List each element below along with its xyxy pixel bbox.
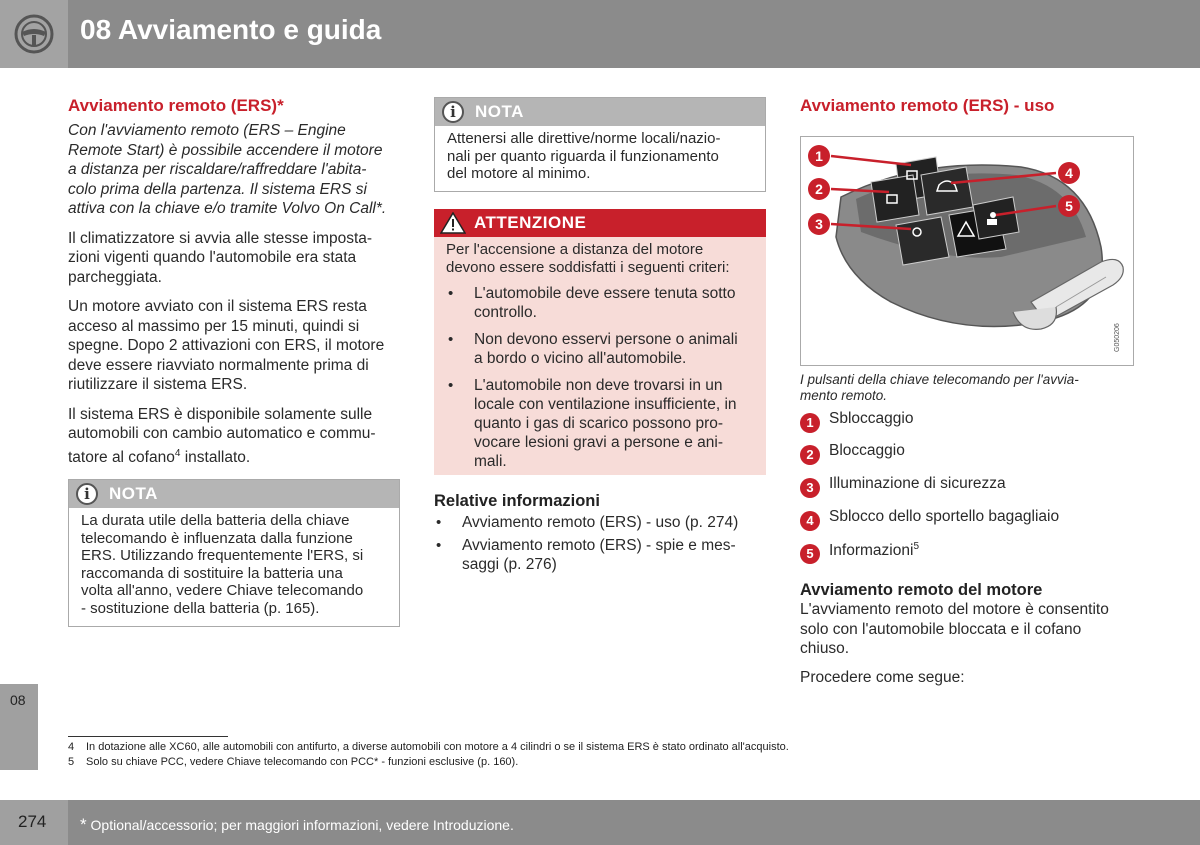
note-label: NOTA: [475, 102, 524, 121]
note-text: Attenersi alle direttive/norme locali/nazio- nali per quanto riguarda il funzionamento del motore al minimo.: [447, 130, 721, 182]
related-heading: Relative informazioni: [434, 492, 600, 510]
callout-1: [808, 145, 830, 167]
list-item: • Non devono esservi persone o animali a bordo o vicino all'automobile.: [446, 330, 754, 368]
info-icon: [442, 101, 464, 123]
warning-intro: Per l'accensione a distanza del motore devono essere soddisfatti i seguenti criteri:: [446, 241, 730, 276]
intro-paragraph: Con l'avviamento remoto (ERS – Engine Remote Start) è possibile accendere il motore a distanza per riscaldare/raffreddare l'abita- colo prima della partenza. Il sistema ERS si attiva con la chiave e/o tramite Volvo On Call*.: [68, 122, 387, 217]
column-right: [800, 96, 1140, 116]
footnote: 4 In dotazione alle XC60, alle automobili con antifurto, a diverse automobili con motore a 4 cilindri o se il sistema ERS è stato ordinato all'acquisto.: [68, 741, 789, 753]
svg-text:5: 5: [1065, 198, 1073, 214]
number-badge: 5: [800, 544, 820, 564]
svg-text:2: 2: [815, 181, 823, 197]
body-paragraph-2: Un motore avviato con il sistema ERS resta acceso al massimo per 15 minuti, quindi si spegne. Dopo 2 attivazioni con ERS, il motore deve essere riavviato normalmente prima di riutilizzare il sistema ERS.: [68, 298, 385, 393]
warning-list: [446, 284, 754, 471]
image-caption: I pulsanti della chiave telecomando per l'avvia- mento remoto.: [800, 372, 1079, 403]
warning-header: [434, 209, 766, 237]
body-paragraph: L'avviamento remoto del motore è consentito solo con l'automobile bloccata e il cofano chiuso.: [800, 601, 1109, 657]
note-header: [69, 480, 399, 508]
image-code: G050206: [1114, 323, 1121, 352]
warning-triangle-icon: [440, 212, 466, 234]
svg-text:1: 1: [815, 148, 823, 164]
chapter-title: 08 Avviamento e guida: [80, 14, 382, 45]
related-list: [434, 513, 774, 574]
footnote: 5 Solo su chiave PCC, vedere Chiave telecomando con PCC* - funzioni esclusive (p. 160).: [68, 756, 519, 768]
footnote-ref-5: 5: [913, 541, 919, 552]
callout-5: [1058, 195, 1080, 217]
callout-3: [808, 213, 830, 235]
body-paragraph: Procedere come segue:: [800, 668, 965, 686]
page-header: [0, 0, 1200, 68]
page-number: 274: [18, 812, 47, 831]
list-item: • L'automobile non deve trovarsi in un locale con ventilazione insufficiente, in quanto i gas di scarico possono pro- vocare lesioni gravi a persone e ani- mali.: [446, 376, 754, 471]
callout-4: [1058, 162, 1080, 184]
list-item: • L'automobile deve essere tenuta sotto controllo.: [446, 284, 754, 322]
section-heading: Avviamento remoto (ERS)*: [68, 96, 284, 115]
note-label: NOTA: [109, 484, 158, 503]
remote-key-illustration: [800, 136, 1134, 366]
warning-label: ATTENZIONE: [474, 213, 587, 232]
footnote-divider: [68, 736, 228, 737]
column-left: [68, 96, 408, 467]
related-link[interactable]: • Avviamento remoto (ERS) - spie e mes- saggi (p. 276): [434, 536, 774, 574]
note-box-battery: [68, 479, 400, 627]
chapter-side-tab: 08: [0, 684, 38, 770]
footnote-ref-4: 4: [174, 447, 181, 459]
note-box-idle: [434, 97, 766, 192]
body-paragraph-3: Il sistema ERS è disponibile solamente sulle automobili con cambio automatico e commu- tatore al cofano$^4$ installato.: [68, 405, 376, 466]
header-icon-block: [0, 0, 68, 68]
warning-body: [434, 237, 766, 475]
steering-wheel-icon: [14, 14, 54, 54]
section-heading: Avviamento remoto (ERS) - uso: [800, 96, 1055, 115]
note-header: [435, 98, 765, 126]
number-badge: 4: [800, 511, 820, 531]
related-link[interactable]: • Avviamento remoto (ERS) - uso (p. 274): [434, 513, 774, 532]
number-badge: 2: [800, 445, 820, 465]
callout-2: [808, 178, 830, 200]
info-icon: [76, 483, 98, 505]
related-info: [434, 492, 774, 582]
svg-text:4: 4: [1065, 165, 1073, 181]
note-text: La durata utile della batteria della chiave telecomando è influenzata dalla funzione ERS. Utilizzando frequentemente l'ERS, si raccomanda di sostituire la batteria una volta all'anno, vedere Chiave telecomando - sostituzione della batteria (p. 165).: [81, 512, 364, 617]
warning-box: [434, 209, 766, 475]
body-paragraph-1: Il climatizzatore si avvia alle stesse imposta- zioni vigenti quando l'automobile era stata parcheggiata.: [68, 229, 373, 286]
remote-start-section: [800, 581, 1140, 687]
remote-key-drawing: [801, 137, 1134, 366]
svg-text:3: 3: [815, 216, 823, 232]
footer-note: * Optional/accessorio; per maggiori informazioni, vedere Introduzione.: [80, 815, 514, 834]
number-badge: 3: [800, 478, 820, 498]
number-badge: 1: [800, 413, 820, 433]
subsection-heading: Avviamento remoto del motore: [800, 581, 1043, 599]
